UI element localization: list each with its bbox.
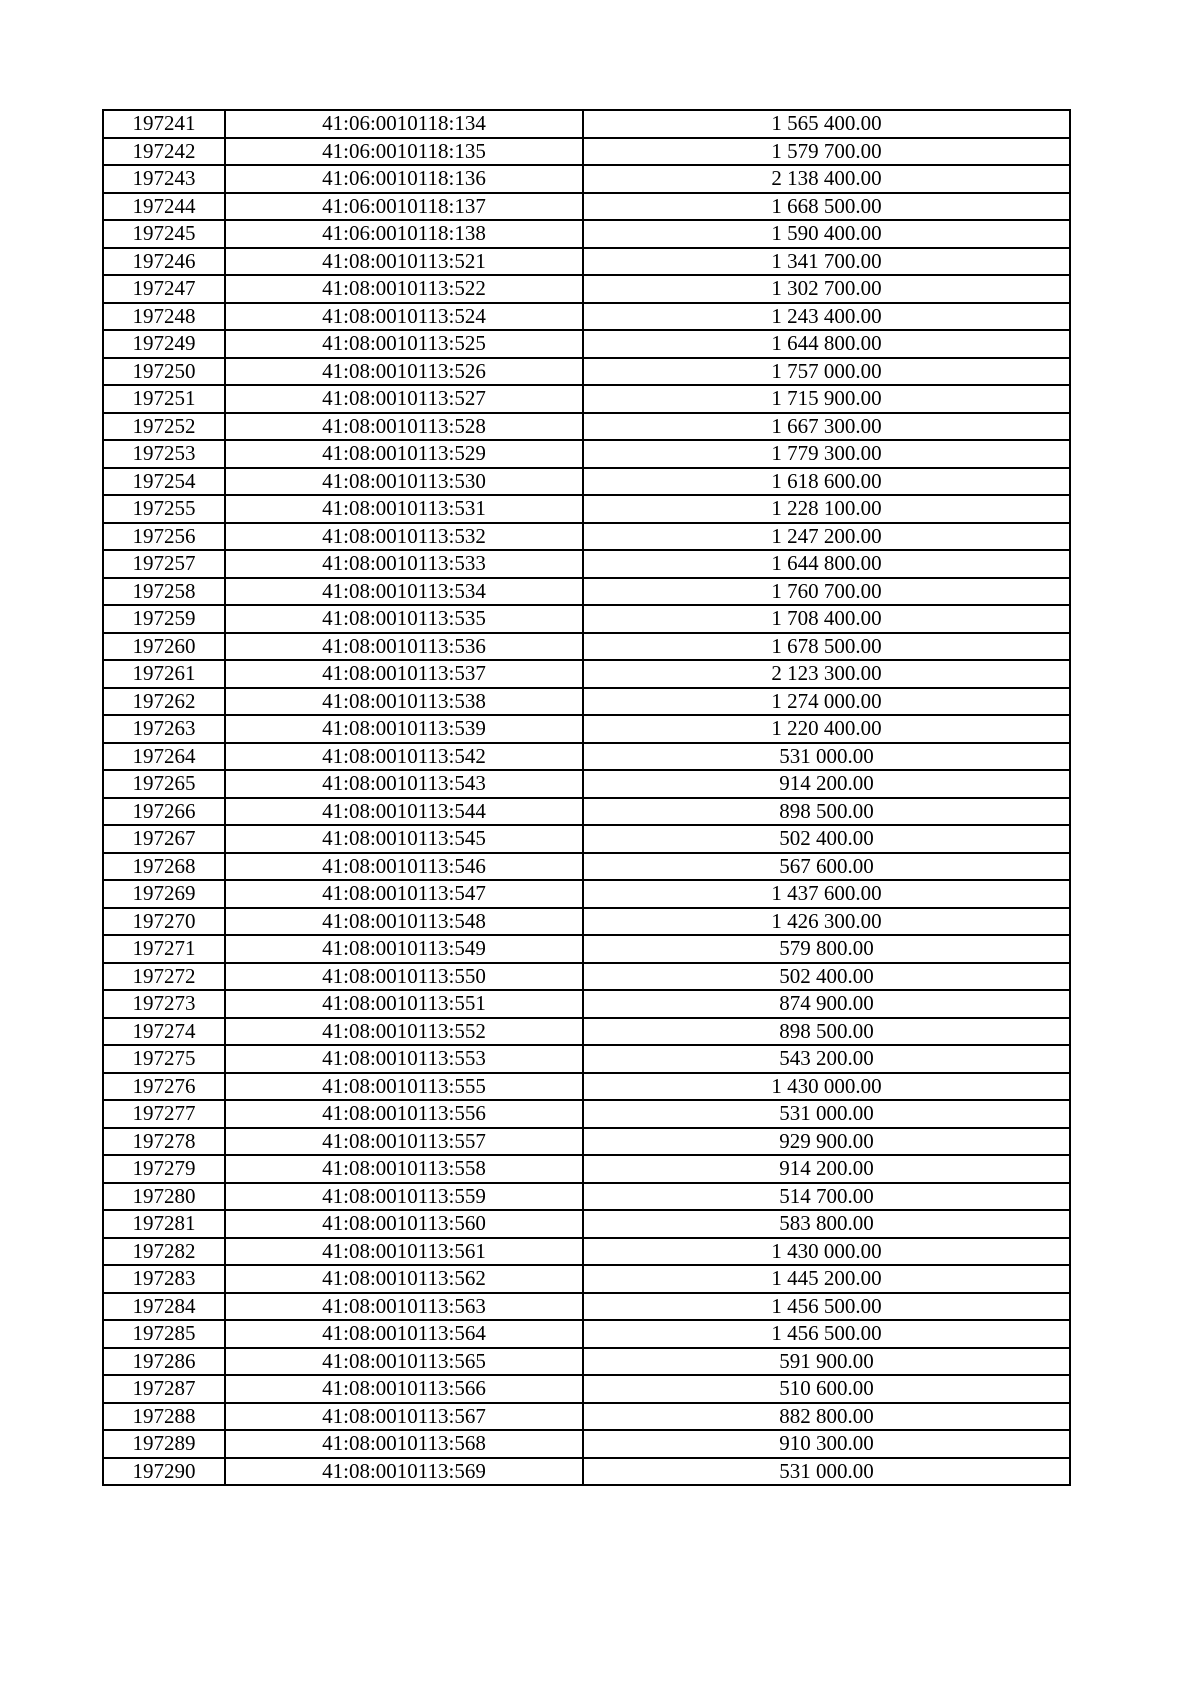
- table-row: [103, 523, 1070, 551]
- cadastral-value-cell: 502 400.00: [583, 963, 1070, 991]
- cadastral-number-cell: 41:06:0010118:138: [225, 220, 583, 248]
- table-row: [103, 330, 1070, 358]
- cadastral-number-cell: 41:08:0010113:568: [225, 1430, 583, 1458]
- table-row: [103, 468, 1070, 496]
- table-row: [103, 275, 1070, 303]
- cadastral-number-cell: 41:08:0010113:542: [225, 743, 583, 771]
- cadastral-value-cell: 510 600.00: [583, 1375, 1070, 1403]
- table-row: [103, 990, 1070, 1018]
- cadastral-value-cell: 1 757 000.00: [583, 358, 1070, 386]
- cadastral-value-cell: 1 445 200.00: [583, 1265, 1070, 1293]
- cadastral-value-cell: 1 565 400.00: [583, 110, 1070, 138]
- row-number-cell: 197263: [103, 715, 225, 743]
- row-number-cell: 197255: [103, 495, 225, 523]
- row-number-cell: 197267: [103, 825, 225, 853]
- table-row: [103, 1375, 1070, 1403]
- table-row: [103, 550, 1070, 578]
- cadastral-number-cell: 41:08:0010113:565: [225, 1348, 583, 1376]
- row-number-cell: 197262: [103, 688, 225, 716]
- row-number-cell: 197266: [103, 798, 225, 826]
- row-number-cell: 197268: [103, 853, 225, 881]
- cadastral-number-cell: 41:08:0010113:558: [225, 1155, 583, 1183]
- row-number-cell: 197269: [103, 880, 225, 908]
- row-number-cell: 197280: [103, 1183, 225, 1211]
- cadastral-number-cell: 41:08:0010113:533: [225, 550, 583, 578]
- cadastral-value-cell: 874 900.00: [583, 990, 1070, 1018]
- cadastral-value-cell: 1 430 000.00: [583, 1073, 1070, 1101]
- cadastral-value-cell: 1 426 300.00: [583, 908, 1070, 936]
- cadastral-value-cell: 1 302 700.00: [583, 275, 1070, 303]
- cadastral-number-cell: 41:08:0010113:548: [225, 908, 583, 936]
- row-number-cell: 197253: [103, 440, 225, 468]
- cadastral-value-cell: 1 590 400.00: [583, 220, 1070, 248]
- cadastral-value-cell: 1 715 900.00: [583, 385, 1070, 413]
- cadastral-number-cell: 41:08:0010113:522: [225, 275, 583, 303]
- table-row: [103, 798, 1070, 826]
- table-row: [103, 193, 1070, 221]
- cadastral-number-cell: 41:08:0010113:560: [225, 1210, 583, 1238]
- cadastral-value-cell: 1 220 400.00: [583, 715, 1070, 743]
- row-number-cell: 197258: [103, 578, 225, 606]
- cadastral-value-cell: 514 700.00: [583, 1183, 1070, 1211]
- table-row: [103, 688, 1070, 716]
- row-number-cell: 197271: [103, 935, 225, 963]
- row-number-cell: 197244: [103, 193, 225, 221]
- cadastral-number-cell: 41:06:0010118:137: [225, 193, 583, 221]
- cadastral-value-cell: 1 247 200.00: [583, 523, 1070, 551]
- table-row: [103, 1458, 1070, 1486]
- table-row: [103, 1210, 1070, 1238]
- cadastral-value-cell: 2 123 300.00: [583, 660, 1070, 688]
- row-number-cell: 197275: [103, 1045, 225, 1073]
- cadastral-number-cell: 41:08:0010113:525: [225, 330, 583, 358]
- cadastral-value-cell: 898 500.00: [583, 1018, 1070, 1046]
- table-row: [103, 248, 1070, 276]
- row-number-cell: 197286: [103, 1348, 225, 1376]
- cadastral-value-cell: 1 618 600.00: [583, 468, 1070, 496]
- cadastral-value-cell: 1 667 300.00: [583, 413, 1070, 441]
- table-row: [103, 440, 1070, 468]
- cadastral-value-cell: 591 900.00: [583, 1348, 1070, 1376]
- cadastral-number-cell: 41:08:0010113:562: [225, 1265, 583, 1293]
- row-number-cell: 197289: [103, 1430, 225, 1458]
- row-number-cell: 197261: [103, 660, 225, 688]
- cadastral-value-cell: 914 200.00: [583, 1155, 1070, 1183]
- cadastral-number-cell: 41:08:0010113:547: [225, 880, 583, 908]
- table-row: [103, 605, 1070, 633]
- table-row: [103, 358, 1070, 386]
- row-number-cell: 197260: [103, 633, 225, 661]
- row-number-cell: 197274: [103, 1018, 225, 1046]
- cadastral-value-cell: 1 456 500.00: [583, 1293, 1070, 1321]
- row-number-cell: 197282: [103, 1238, 225, 1266]
- cadastral-value-cell: 1 760 700.00: [583, 578, 1070, 606]
- cadastral-number-cell: 41:08:0010113:529: [225, 440, 583, 468]
- table-row: [103, 385, 1070, 413]
- row-number-cell: 197247: [103, 275, 225, 303]
- table-row: [103, 1183, 1070, 1211]
- row-number-cell: 197257: [103, 550, 225, 578]
- table-row: [103, 853, 1070, 881]
- cadastral-value-cell: 583 800.00: [583, 1210, 1070, 1238]
- cadastral-number-cell: 41:08:0010113:524: [225, 303, 583, 331]
- cadastral-value-cell: 1 430 000.00: [583, 1238, 1070, 1266]
- table-row: [103, 1100, 1070, 1128]
- cadastral-number-cell: 41:08:0010113:564: [225, 1320, 583, 1348]
- cadastral-number-cell: 41:08:0010113:534: [225, 578, 583, 606]
- cadastral-number-cell: 41:08:0010113:567: [225, 1403, 583, 1431]
- cadastral-number-cell: 41:08:0010113:551: [225, 990, 583, 1018]
- table-row: [103, 1293, 1070, 1321]
- table-row: [103, 633, 1070, 661]
- cadastral-value-cell: 502 400.00: [583, 825, 1070, 853]
- row-number-cell: 197250: [103, 358, 225, 386]
- table-row: [103, 660, 1070, 688]
- table-row: [103, 880, 1070, 908]
- row-number-cell: 197281: [103, 1210, 225, 1238]
- cadastral-number-cell: 41:08:0010113:552: [225, 1018, 583, 1046]
- table-row: [103, 715, 1070, 743]
- row-number-cell: 197270: [103, 908, 225, 936]
- row-number-cell: 197254: [103, 468, 225, 496]
- cadastral-number-cell: 41:08:0010113:545: [225, 825, 583, 853]
- cadastral-value-cell: 1 678 500.00: [583, 633, 1070, 661]
- row-number-cell: 197283: [103, 1265, 225, 1293]
- table-row: [103, 1403, 1070, 1431]
- table-row: [103, 1155, 1070, 1183]
- cadastral-value-cell: 1 779 300.00: [583, 440, 1070, 468]
- table-row: [103, 138, 1070, 166]
- table-row: [103, 1128, 1070, 1156]
- cadastral-number-cell: 41:08:0010113:535: [225, 605, 583, 633]
- cadastral-value-cell: 1 456 500.00: [583, 1320, 1070, 1348]
- cadastral-value-cell: 910 300.00: [583, 1430, 1070, 1458]
- cadastral-number-cell: 41:08:0010113:536: [225, 633, 583, 661]
- cadastral-number-cell: 41:08:0010113:527: [225, 385, 583, 413]
- cadastral-number-cell: 41:08:0010113:521: [225, 248, 583, 276]
- table-row: [103, 1238, 1070, 1266]
- cadastral-value-cell: 2 138 400.00: [583, 165, 1070, 193]
- cadastral-value-cell: 1 274 000.00: [583, 688, 1070, 716]
- cadastral-value-cell: 1 437 600.00: [583, 880, 1070, 908]
- table-row: [103, 303, 1070, 331]
- row-number-cell: 197284: [103, 1293, 225, 1321]
- cadastral-value-cell: 1 228 100.00: [583, 495, 1070, 523]
- table-row: [103, 578, 1070, 606]
- table-row: [103, 825, 1070, 853]
- row-number-cell: 197290: [103, 1458, 225, 1486]
- cadastral-number-cell: 41:08:0010113:555: [225, 1073, 583, 1101]
- row-number-cell: 197256: [103, 523, 225, 551]
- row-number-cell: 197246: [103, 248, 225, 276]
- cadastral-number-cell: 41:08:0010113:556: [225, 1100, 583, 1128]
- cadastral-number-cell: 41:08:0010113:530: [225, 468, 583, 496]
- row-number-cell: 197249: [103, 330, 225, 358]
- table-row: [103, 220, 1070, 248]
- cadastral-number-cell: 41:08:0010113:528: [225, 413, 583, 441]
- row-number-cell: 197278: [103, 1128, 225, 1156]
- cadastral-value-cell: 567 600.00: [583, 853, 1070, 881]
- table-row: [103, 1265, 1070, 1293]
- row-number-cell: 197276: [103, 1073, 225, 1101]
- row-number-cell: 197243: [103, 165, 225, 193]
- cadastral-number-cell: 41:08:0010113:557: [225, 1128, 583, 1156]
- cadastral-value-cell: 1 644 800.00: [583, 550, 1070, 578]
- cadastral-value-cell: 1 644 800.00: [583, 330, 1070, 358]
- table-row: [103, 413, 1070, 441]
- table-row: [103, 495, 1070, 523]
- row-number-cell: 197241: [103, 110, 225, 138]
- row-number-cell: 197287: [103, 1375, 225, 1403]
- cadastral-value-cell: 531 000.00: [583, 1458, 1070, 1486]
- row-number-cell: 197273: [103, 990, 225, 1018]
- cadastral-value-cell: 531 000.00: [583, 1100, 1070, 1128]
- row-number-cell: 197245: [103, 220, 225, 248]
- cadastral-number-cell: 41:08:0010113:531: [225, 495, 583, 523]
- row-number-cell: 197252: [103, 413, 225, 441]
- row-number-cell: 197279: [103, 1155, 225, 1183]
- cadastral-value-cell: 898 500.00: [583, 798, 1070, 826]
- cadastral-number-cell: 41:06:0010118:135: [225, 138, 583, 166]
- table-row: [103, 165, 1070, 193]
- cadastral-number-cell: 41:08:0010113:526: [225, 358, 583, 386]
- row-number-cell: 197285: [103, 1320, 225, 1348]
- cadastral-value-cell: 579 800.00: [583, 935, 1070, 963]
- row-number-cell: 197248: [103, 303, 225, 331]
- table-row: [103, 1045, 1070, 1073]
- table-row: [103, 963, 1070, 991]
- cadastral-number-cell: 41:06:0010118:134: [225, 110, 583, 138]
- table-row: [103, 1348, 1070, 1376]
- table-row: [103, 1320, 1070, 1348]
- table-row: [103, 770, 1070, 798]
- table-row: [103, 935, 1070, 963]
- cadastral-number-cell: 41:06:0010118:136: [225, 165, 583, 193]
- row-number-cell: 197265: [103, 770, 225, 798]
- cadastral-number-cell: 41:08:0010113:546: [225, 853, 583, 881]
- cadastral-value-cell: 929 900.00: [583, 1128, 1070, 1156]
- row-number-cell: 197251: [103, 385, 225, 413]
- table-row: [103, 110, 1070, 138]
- cadastral-value-cell: 914 200.00: [583, 770, 1070, 798]
- row-number-cell: 197259: [103, 605, 225, 633]
- table-body: [103, 110, 1070, 1485]
- cadastral-number-cell: 41:08:0010113:543: [225, 770, 583, 798]
- cadastral-number-cell: 41:08:0010113:563: [225, 1293, 583, 1321]
- row-number-cell: 197288: [103, 1403, 225, 1431]
- row-number-cell: 197242: [103, 138, 225, 166]
- cadastral-value-cell: 1 579 700.00: [583, 138, 1070, 166]
- cadastral-number-cell: 41:08:0010113:549: [225, 935, 583, 963]
- cadastral-number-cell: 41:08:0010113:569: [225, 1458, 583, 1486]
- cadastral-number-cell: 41:08:0010113:550: [225, 963, 583, 991]
- cadastral-number-cell: 41:08:0010113:537: [225, 660, 583, 688]
- cadastral-number-cell: 41:08:0010113:539: [225, 715, 583, 743]
- cadastral-value-cell: 1 243 400.00: [583, 303, 1070, 331]
- table-row: [103, 908, 1070, 936]
- cadastral-number-cell: 41:08:0010113:532: [225, 523, 583, 551]
- cadastral-number-cell: 41:08:0010113:561: [225, 1238, 583, 1266]
- cadastral-value-cell: 1 708 400.00: [583, 605, 1070, 633]
- cadastral-value-table: [102, 109, 1071, 1486]
- cadastral-number-cell: 41:08:0010113:544: [225, 798, 583, 826]
- cadastral-value-cell: 1 668 500.00: [583, 193, 1070, 221]
- cadastral-number-cell: 41:08:0010113:538: [225, 688, 583, 716]
- cadastral-value-cell: 1 341 700.00: [583, 248, 1070, 276]
- cadastral-value-cell: 882 800.00: [583, 1403, 1070, 1431]
- row-number-cell: 197277: [103, 1100, 225, 1128]
- table-row: [103, 1018, 1070, 1046]
- cadastral-value-cell: 531 000.00: [583, 743, 1070, 771]
- cadastral-number-cell: 41:08:0010113:553: [225, 1045, 583, 1073]
- cadastral-number-cell: 41:08:0010113:559: [225, 1183, 583, 1211]
- table-row: [103, 1430, 1070, 1458]
- row-number-cell: 197264: [103, 743, 225, 771]
- cadastral-number-cell: 41:08:0010113:566: [225, 1375, 583, 1403]
- table-row: [103, 743, 1070, 771]
- table-row: [103, 1073, 1070, 1101]
- cadastral-value-cell: 543 200.00: [583, 1045, 1070, 1073]
- row-number-cell: 197272: [103, 963, 225, 991]
